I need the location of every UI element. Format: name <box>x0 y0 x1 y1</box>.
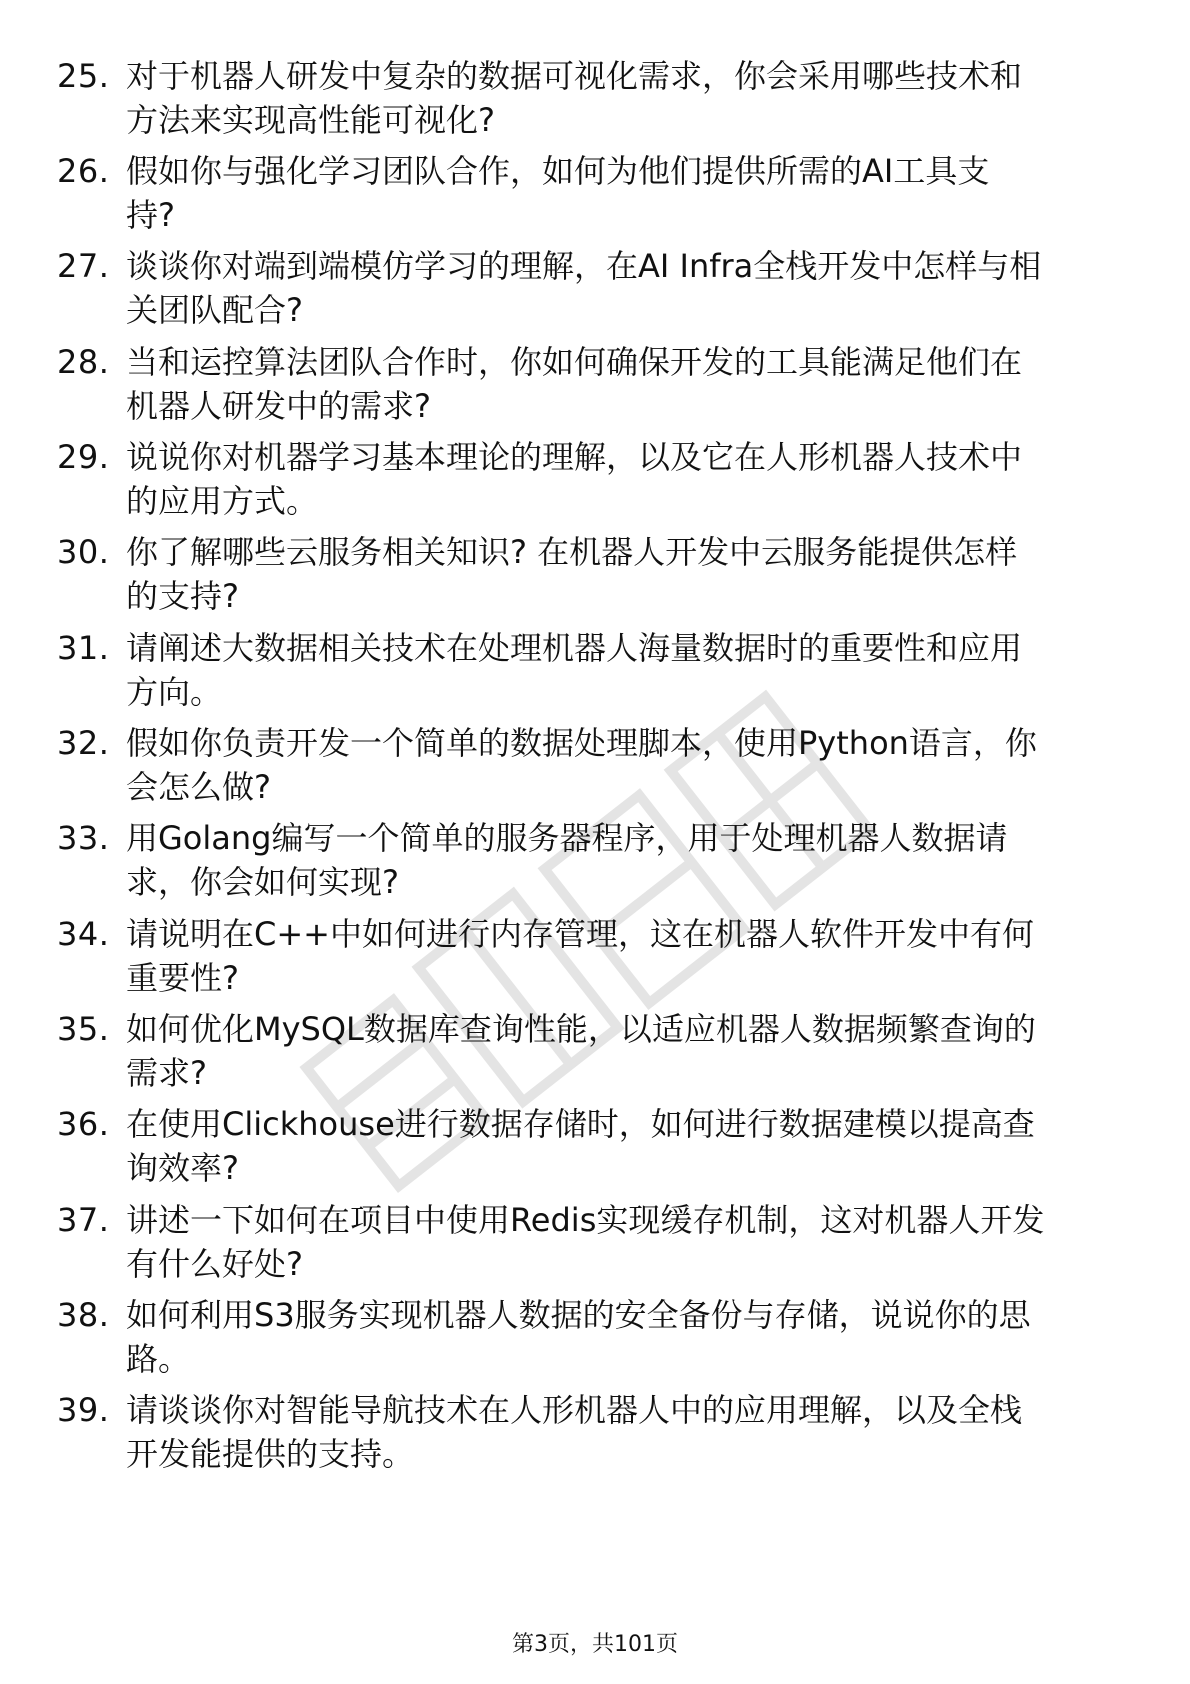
question-number: 32. <box>57 724 110 762</box>
question-line: 的应用方式。 <box>126 482 319 520</box>
question-line: 讲述一下如何在项目中使用Redis实现缓存机制，这对机器人开发 <box>126 1201 1045 1239</box>
question-item <box>0 244 1190 344</box>
question-text <box>126 244 1126 332</box>
question-number: 31. <box>57 629 110 667</box>
question-text <box>126 54 1126 142</box>
question-text <box>126 435 1126 523</box>
question-line: 假如你与强化学习团队合作，如何为他们提供所需的AI工具支 <box>126 152 990 190</box>
question-item <box>0 1388 1190 1488</box>
question-line: 求，你会如何实现? <box>126 863 399 901</box>
question-text <box>126 1102 1126 1190</box>
question-line: 请阐述大数据相关技术在处理机器人海量数据时的重要性和应用 <box>126 629 1023 667</box>
question-text <box>126 626 1126 714</box>
question-line: 说说你对机器学习基本理论的理解，以及它在人形机器人技术中 <box>126 438 1023 476</box>
question-number: 35. <box>57 1010 110 1048</box>
question-line: 开发能提供的支持。 <box>126 1435 415 1473</box>
question-line: 需求? <box>126 1054 207 1092</box>
question-line: 方法来实现高性能可视化? <box>126 101 495 139</box>
question-line: 如何利用S3服务实现机器人数据的安全备份与存储，说说你的思 <box>126 1296 1031 1334</box>
question-line: 方向。 <box>126 673 223 711</box>
question-line: 询效率? <box>126 1149 239 1187</box>
question-line: 用Golang编写一个简单的服务器程序，用于处理机器人数据请 <box>126 819 1008 857</box>
question-item <box>0 149 1190 249</box>
question-item <box>0 435 1190 535</box>
question-line: 如何优化MySQL数据库查询性能，以适应机器人数据频繁查询的 <box>126 1010 1036 1048</box>
question-item <box>0 340 1190 440</box>
question-text <box>126 1388 1126 1476</box>
question-number: 37. <box>57 1201 110 1239</box>
question-line: 对于机器人研发中复杂的数据可视化需求，你会采用哪些技术和 <box>126 57 1023 95</box>
question-line: 关团队配合? <box>126 291 303 329</box>
question-item <box>0 1102 1190 1202</box>
question-item <box>0 912 1190 1012</box>
question-number: 29. <box>57 438 110 476</box>
question-line: 会怎么做? <box>126 768 271 806</box>
question-item <box>0 626 1190 726</box>
question-line: 在使用Clickhouse进行数据存储时，如何进行数据建模以提高查 <box>126 1105 1035 1143</box>
question-number: 33. <box>57 819 110 857</box>
question-line: 持? <box>126 196 175 234</box>
question-item <box>0 1293 1190 1393</box>
question-item <box>0 54 1190 154</box>
question-number: 25. <box>57 57 110 95</box>
question-number: 39. <box>57 1391 110 1429</box>
question-line: 路。 <box>126 1340 191 1378</box>
question-item <box>0 721 1190 821</box>
question-number: 27. <box>57 247 110 285</box>
question-text <box>126 149 1126 237</box>
question-line: 的支持? <box>126 577 239 615</box>
question-number: 28. <box>57 343 110 381</box>
question-item <box>0 530 1190 630</box>
question-number: 36. <box>57 1105 110 1143</box>
page-footer: 第3页，共101页 <box>512 1632 678 1657</box>
question-line: 假如你负责开发一个简单的数据处理脚本，使用Python语言，你 <box>126 724 1037 762</box>
question-text <box>126 721 1126 809</box>
question-line: 请谈谈你对智能导航技术在人形机器人中的应用理解，以及全栈 <box>126 1391 1023 1429</box>
question-line: 请说明在C++中如何进行内存管理，这在机器人软件开发中有何 <box>126 915 1034 953</box>
question-line: 机器人研发中的需求? <box>126 387 431 425</box>
question-number: 34. <box>57 915 110 953</box>
question-text <box>126 912 1126 1000</box>
question-text <box>126 816 1126 904</box>
question-line: 你了解哪些云服务相关知识? 在机器人开发中云服务能提供怎样 <box>126 533 1018 571</box>
question-text <box>126 1198 1126 1286</box>
question-line: 当和运控算法团队合作时，你如何确保开发的工具能满足他们在 <box>126 343 1023 381</box>
question-item <box>0 1007 1190 1107</box>
question-line: 有什么好处? <box>126 1245 303 1283</box>
question-text <box>126 1007 1126 1095</box>
question-item <box>0 816 1190 916</box>
question-text <box>126 340 1126 428</box>
question-line: 谈谈你对端到端模仿学习的理解，在AI Infra全栈开发中怎样与相 <box>126 247 1042 285</box>
question-number: 38. <box>57 1296 110 1334</box>
question-line: 重要性? <box>126 959 239 997</box>
question-text <box>126 530 1126 618</box>
question-text <box>126 1293 1126 1381</box>
question-number: 26. <box>57 152 110 190</box>
question-item <box>0 1198 1190 1298</box>
question-number: 30. <box>57 533 110 571</box>
